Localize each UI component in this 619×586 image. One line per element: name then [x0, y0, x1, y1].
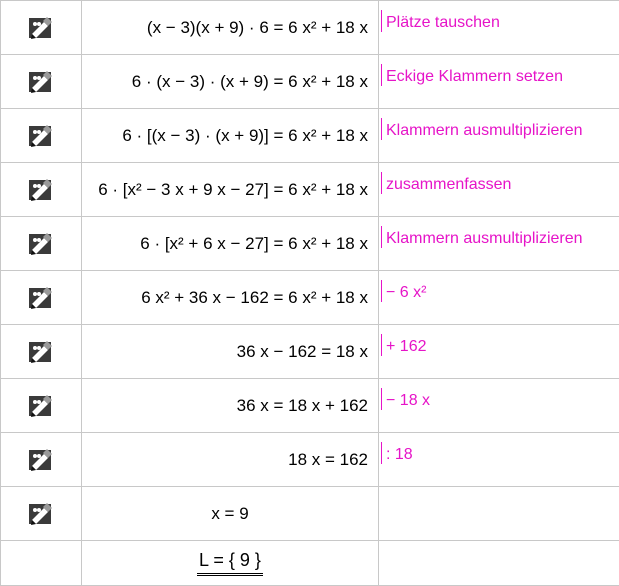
step-note [379, 379, 619, 433]
equation-text: x = 9 [211, 504, 248, 523]
icon-cell [1, 487, 82, 541]
step-note [379, 433, 619, 487]
note-bar [381, 118, 382, 140]
step-note [379, 163, 619, 217]
equation [82, 271, 379, 325]
equation-text: 6 · [x² + 6 x − 27] = 6 x² + 18 x [140, 234, 368, 253]
step-row [1, 217, 619, 271]
icon-cell [1, 271, 82, 325]
solution-row [1, 541, 619, 586]
equation-text: 6 · (x − 3) · (x + 9) = 6 x² + 18 x [132, 72, 368, 91]
note-bar [381, 280, 382, 302]
pen-icon[interactable] [28, 178, 54, 202]
equation [82, 55, 379, 109]
icon-cell [1, 55, 82, 109]
note-text: Klammern ausmultiplizieren [386, 122, 583, 139]
note-text: − 18 x [386, 392, 430, 409]
note-text: : 18 [386, 446, 413, 463]
note-text: − 6 x² [386, 284, 426, 301]
pen-icon[interactable] [28, 340, 54, 364]
note-bar [381, 334, 382, 356]
pen-icon[interactable] [28, 70, 54, 94]
step-row [1, 487, 619, 541]
icon-cell [1, 109, 82, 163]
step-row [1, 55, 619, 109]
pen-icon[interactable] [28, 286, 54, 310]
icon-cell [1, 379, 82, 433]
step-row [1, 163, 619, 217]
step-note [379, 217, 619, 271]
equation-text: 36 x − 162 = 18 x [237, 342, 368, 361]
note-bar [381, 442, 382, 464]
equation-text: 18 x = 162 [288, 450, 368, 469]
icon-cell [1, 433, 82, 487]
step-note [379, 55, 619, 109]
step-row [1, 271, 619, 325]
step-note [379, 487, 619, 541]
equation [82, 379, 379, 433]
equation [82, 487, 379, 541]
icon-cell [1, 163, 82, 217]
step-note [379, 1, 619, 55]
equation-text: 6 · [(x − 3) · (x + 9)] = 6 x² + 18 x [122, 126, 368, 145]
note-text: Plätze tauschen [386, 14, 500, 31]
step-row [1, 109, 619, 163]
note-text: + 162 [386, 338, 426, 355]
step-note [379, 109, 619, 163]
note-text: Klammern ausmultiplizieren [386, 230, 583, 247]
equation-text: (x − 3)(x + 9) · 6 = 6 x² + 18 x [147, 18, 368, 37]
pen-icon[interactable] [28, 124, 54, 148]
equation-text: 6 x² + 36 x − 162 = 6 x² + 18 x [141, 288, 368, 307]
solution-set: L = { 9 } [197, 550, 263, 576]
step-row [1, 1, 619, 55]
empty-cell [379, 541, 619, 586]
pen-icon[interactable] [28, 502, 54, 526]
note-text: zusammenfassen [386, 176, 511, 193]
empty-cell [1, 541, 82, 586]
step-note [379, 271, 619, 325]
equation [82, 433, 379, 487]
note-bar [381, 10, 382, 32]
note-bar [381, 172, 382, 194]
note-bar [381, 64, 382, 86]
pen-icon[interactable] [28, 232, 54, 256]
note-bar [381, 226, 382, 248]
solution-cell [82, 541, 379, 586]
equation [82, 217, 379, 271]
equation [82, 163, 379, 217]
equation-text: 6 · [x² − 3 x + 9 x − 27] = 6 x² + 18 x [98, 180, 368, 199]
step-row [1, 379, 619, 433]
step-row [1, 325, 619, 379]
pen-icon[interactable] [28, 16, 54, 40]
equation [82, 325, 379, 379]
step-note [379, 325, 619, 379]
icon-cell [1, 325, 82, 379]
equation-text: 36 x = 18 x + 162 [237, 396, 368, 415]
note-bar [381, 388, 382, 410]
pen-icon[interactable] [28, 394, 54, 418]
equation [82, 1, 379, 55]
icon-cell [1, 217, 82, 271]
pen-icon[interactable] [28, 448, 54, 472]
step-row [1, 433, 619, 487]
icon-cell [1, 1, 82, 55]
note-text: Eckige Klammern setzen [386, 68, 563, 85]
equation [82, 109, 379, 163]
